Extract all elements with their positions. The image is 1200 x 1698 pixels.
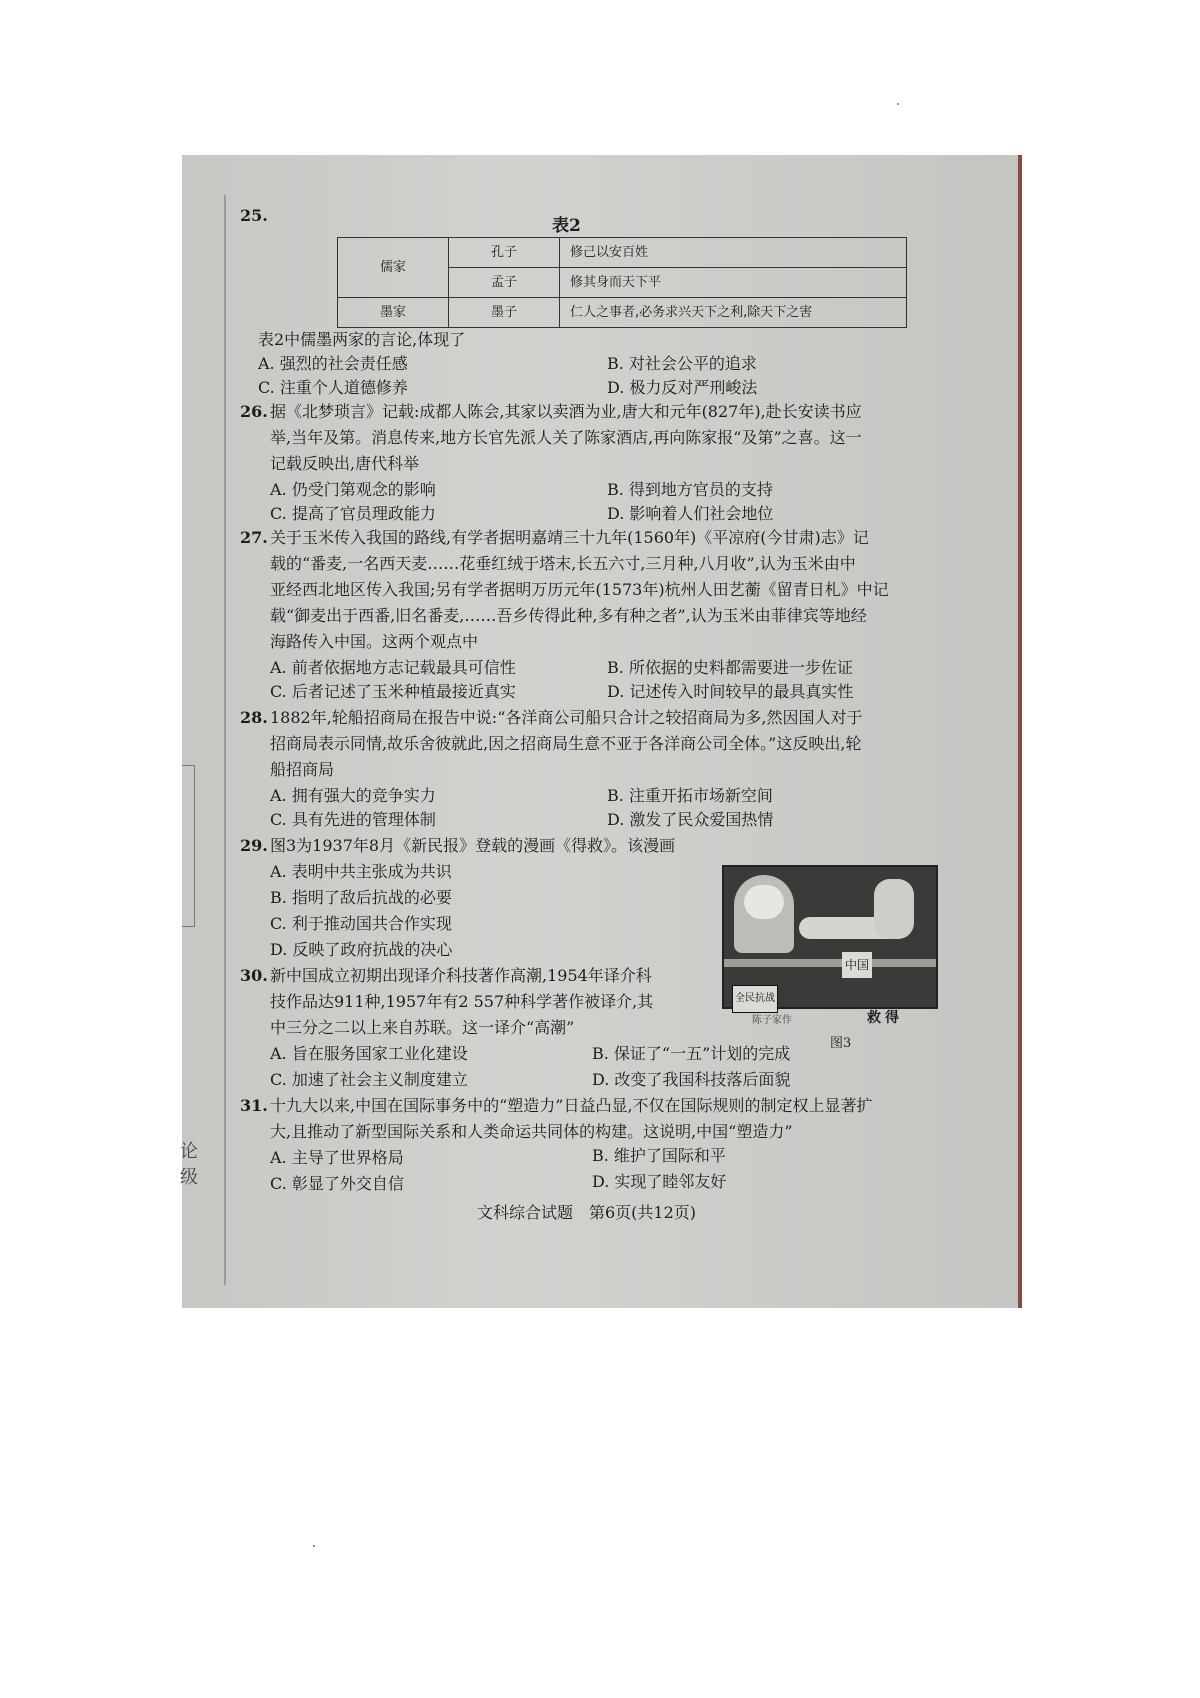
binding-margin-box <box>182 765 195 927</box>
option-a[interactable]: A. 仍受门第观念的影响 <box>270 480 436 499</box>
option-b[interactable]: B. 保证了“一五”计划的完成 <box>592 1044 791 1063</box>
table-cell-saying: 仁人之事者,必务求兴天下之利,除天下之害 <box>560 298 907 328</box>
option-a[interactable]: A. 前者依据地方志记载最具可信性 <box>270 658 516 677</box>
exam-page-photo <box>182 155 1022 1308</box>
table-cell-school: 儒家 <box>338 238 449 298</box>
question-stem-line: 亚经西北地区传入我国;另有学者据明万历元年(1573年)杭州人田艺蘅《留青日札》中记 <box>270 580 889 599</box>
cartoon-banner: 中国 <box>842 952 872 978</box>
cartoon-figure <box>722 865 938 1009</box>
option-c[interactable]: C. 后者记述了玉米种植最接近真实 <box>270 682 516 701</box>
table-cell-person: 墨子 <box>449 298 560 328</box>
figure-head <box>744 885 784 919</box>
option-a[interactable]: A. 旨在服务国家工业化建设 <box>270 1044 468 1063</box>
cartoon-title: 救得 <box>867 1010 903 1026</box>
option-a[interactable]: A. 强烈的社会责任感 <box>258 354 408 373</box>
question-number: 29. <box>240 836 268 855</box>
question-number: 27. <box>240 528 268 547</box>
table-cell-saying: 修其身而天下平 <box>560 268 907 298</box>
page-footer: 文科综合试题 第6页(共12页) <box>477 1203 697 1222</box>
option-c[interactable]: C. 注重个人道德修养 <box>258 378 408 397</box>
option-d[interactable]: D. 实现了睦邻友好 <box>592 1172 727 1191</box>
question-stem-line: 十九大以来,中国在国际事务中的“塑造力”日益凸显,不仅在国际规则的制定权上显著扩 <box>270 1096 873 1115</box>
table-cell-school: 墨家 <box>338 298 449 328</box>
question-number: 31. <box>240 1096 268 1115</box>
table-cell-person: 孟子 <box>449 268 560 298</box>
option-d[interactable]: D. 激发了民众爱国热情 <box>607 810 774 829</box>
option-b[interactable]: B. 指明了敌后抗战的必要 <box>270 888 452 907</box>
photo-edge <box>1018 155 1022 1308</box>
question-stem-line: 举,当年及第。消息传来,地方长官先派人关了陈家酒店,再向陈家报“及第”之喜。这一 <box>270 428 862 447</box>
margin-glyph: 级 <box>180 1167 198 1188</box>
question-stem-line: 记载反映出,唐代科举 <box>270 454 420 473</box>
option-b[interactable]: B. 维护了国际和平 <box>592 1146 726 1165</box>
table-2 <box>337 237 907 328</box>
figure-ground <box>724 959 936 967</box>
question-stem-line: 关于玉米传入我国的路线,有学者据明嘉靖三十九年(1560年)《平凉府(今甘肃)志》记 <box>270 528 869 547</box>
option-d[interactable]: D. 影响着人们社会地位 <box>607 504 774 523</box>
option-a[interactable]: A. 主导了世界格局 <box>270 1148 404 1167</box>
option-d[interactable]: D. 改变了我国科技落后面貌 <box>592 1070 791 1089</box>
question-stem-line: 大,且推动了新型国际关系和人类命运共同体的构建。这说明,中国“塑造力” <box>270 1122 793 1141</box>
option-c[interactable]: C. 利于推动国共合作实现 <box>270 914 452 933</box>
table-row <box>338 298 907 328</box>
option-b[interactable]: B. 所依据的史料都需要进一步佐证 <box>607 658 853 677</box>
question-stem-line: 中三分之二以上来自苏联。这一译介“高潮” <box>270 1018 575 1037</box>
question-stem-line: 据《北梦琐言》记载:成都人陈会,其家以卖酒为业,唐大和元年(827年),赴长安读书应 <box>270 402 862 421</box>
table-title: 表2 <box>552 216 581 236</box>
margin-glyph: 论 <box>180 1141 198 1162</box>
option-c[interactable]: C. 提高了官员理政能力 <box>270 504 436 523</box>
question-stem: 表2中儒墨两家的言论,体现了 <box>258 330 466 349</box>
question-stem-line: 招商局表示同情,故乐舍彼就此,因之招商局生意不亚于各洋商公司全体。”这反映出,轮 <box>270 734 862 753</box>
question-stem-line: 载的“番麦,一名西天麦……花垂红绒于塔末,长五六寸,三月种,八月收”,认为玉米由中 <box>270 554 856 573</box>
option-c[interactable]: C. 加速了社会主义制度建立 <box>270 1070 468 1089</box>
option-d[interactable]: D. 记述传入时间较早的最具真实性 <box>607 682 854 701</box>
question-stem: 图3为1937年8月《新民报》登载的漫画《得救》。该漫画 <box>270 836 676 855</box>
question-number: 26. <box>240 402 268 421</box>
question-stem-line: 技作品达911种,1957年有2 557种科学著作被译介,其 <box>270 992 654 1011</box>
binding-margin-line <box>224 195 226 1285</box>
option-b[interactable]: B. 得到地方官员的支持 <box>607 480 773 499</box>
option-a[interactable]: A. 表明中共主张成为共识 <box>270 862 452 881</box>
question-stem-line: 新中国成立初期出现译介科技著作高潮,1954年译介科 <box>270 966 652 985</box>
question-stem-line: 海路传入中国。这两个观点中 <box>270 632 479 651</box>
option-c[interactable]: C. 彰显了外交自信 <box>270 1174 404 1193</box>
question-number: 30. <box>240 966 268 985</box>
question-number: 28. <box>240 708 268 727</box>
question-stem-line: 载“御麦出于西番,旧名番麦,……吾乡传得此种,多有种之者”,认为玉米由菲律宾等地经 <box>270 606 867 625</box>
table-cell-person: 孔子 <box>449 238 560 268</box>
question-stem-line: 1882年,轮船招商局在报告中说:“各洋商公司船只合计之较招商局为多,然因国人对于 <box>270 708 863 727</box>
option-b[interactable]: B. 注重开拓市场新空间 <box>607 786 773 805</box>
table-row <box>338 238 907 268</box>
option-c[interactable]: C. 具有先进的管理体制 <box>270 810 436 829</box>
figure-label: 图3 <box>830 1036 852 1051</box>
question-number: 25. <box>240 206 268 225</box>
question-stem-line: 船招商局 <box>270 760 335 779</box>
option-a[interactable]: A. 拥有强大的竞争实力 <box>270 786 436 805</box>
figure-person <box>874 879 914 939</box>
cartoon-tag: 全民抗战 <box>732 985 778 1013</box>
option-d[interactable]: D. 极力反对严刑峻法 <box>607 378 758 397</box>
cartoon-source: 陈子家作 <box>752 1015 792 1026</box>
option-d[interactable]: D. 反映了政府抗战的决心 <box>270 940 453 959</box>
option-b[interactable]: B. 对社会公平的追求 <box>607 354 757 373</box>
table-cell-saying: 修己以安百姓 <box>560 238 907 268</box>
